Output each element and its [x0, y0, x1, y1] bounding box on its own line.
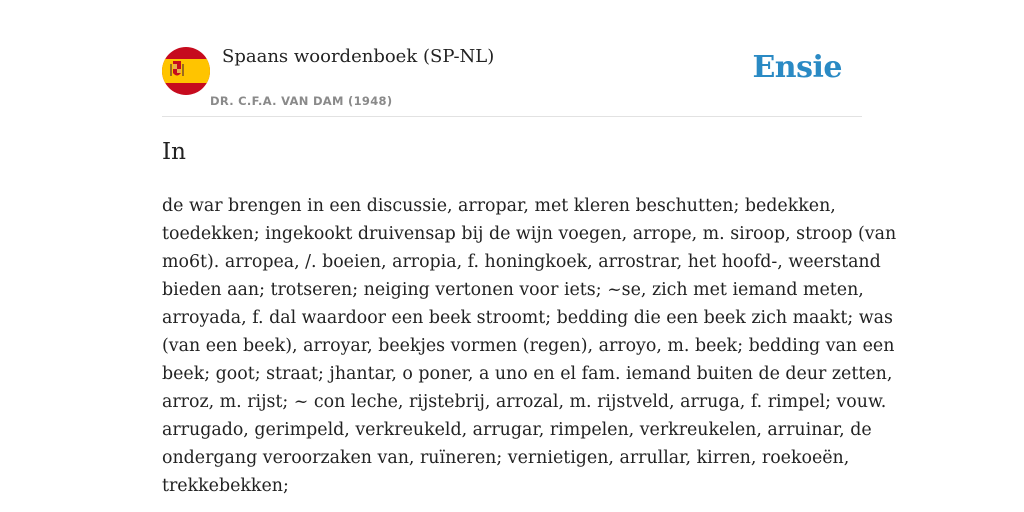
definition-line: de war brengen in een discussie, arropar, met kleren beschutten; bedekken,	[162, 196, 836, 216]
ensie-logo-link[interactable]: Ensie	[752, 50, 842, 85]
definition-line: arroyada, f. dal waardoor een beek stroomt; bedding die een beek zich maakt; was	[162, 308, 893, 328]
dictionary-title[interactable]: Spaans woordenboek (SP-NL)	[222, 46, 495, 67]
definition-line: bieden aan; trotseren; neiging vertonen voor iets; ~se, zich met iemand meten,	[162, 280, 864, 300]
coat-of-arms-icon	[170, 61, 184, 79]
definition-line: toedekken; ingekookt druivensap bij de wijn voegen, arrope, m. siroop, stroop (van	[162, 224, 897, 244]
entry-term: In	[162, 139, 186, 165]
spain-flag-icon[interactable]	[162, 47, 210, 95]
definition-line: ondergang veroorzaken van, ruïneren; vernietigen, arrullar, kirren, roekoeën,	[162, 448, 850, 468]
dictionary-author: DR. C.F.A. VAN DAM (1948)	[210, 94, 393, 108]
entry-definition	[162, 192, 897, 500]
definition-line: arrugado, gerimpeld, verkreukeld, arrugar, rimpelen, verkreukelen, arruinar, de	[162, 420, 872, 440]
definition-line: arroz, m. rijst; ~ con leche, rijstebrij, arrozal, m. rijstveld, arruga, f. rimpel; vouw.	[162, 392, 887, 412]
definition-line: trekkebekken;	[162, 476, 289, 496]
dictionary-header	[162, 44, 862, 117]
definition-line: (van een beek), arroyar, beekjes vormen (regen), arroyo, m. beek; bedding van een	[162, 336, 895, 356]
definition-line: beek; goot; straat; jhantar, o poner, a uno en el fam. iemand buiten de deur zetten,	[162, 364, 893, 384]
definition-line: mo6t). arropea, /. boeien, arropia, f. honingkoek, arrostrar, het hoofd-, weerstand	[162, 252, 881, 272]
